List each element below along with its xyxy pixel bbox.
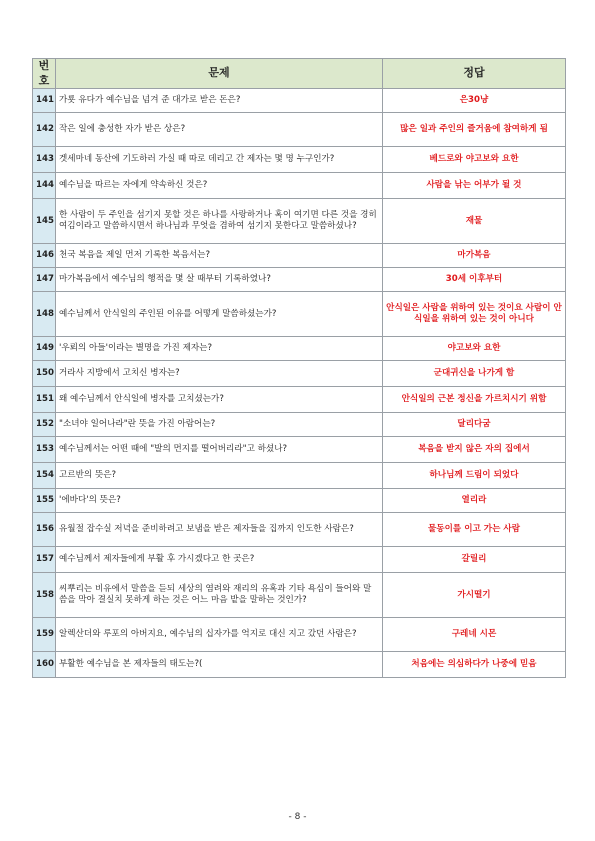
table-row xyxy=(33,113,566,147)
table-row xyxy=(33,489,566,513)
row-number: 150 xyxy=(33,361,56,387)
answer-cell: 30세 이후부터 xyxy=(383,268,566,292)
question-cell: 유월절 잡수실 저녁을 준비하려고 보냄을 받은 제자들을 집까지 인도한 사람은? xyxy=(56,513,383,547)
qa-table xyxy=(32,58,566,678)
answer-cell: 군대귀신을 나가게 함 xyxy=(383,361,566,387)
table-row xyxy=(33,244,566,268)
header-answer: 정답 xyxy=(383,59,566,89)
question-cell: 예수님께서 안식일의 주인된 이유를 어떻게 말씀하셨는가? xyxy=(56,292,383,337)
page-number: - 8 - xyxy=(288,812,307,822)
table-row xyxy=(33,173,566,199)
table-row xyxy=(33,463,566,489)
question-cell: 부활한 예수님을 본 제자들의 태도는?( xyxy=(56,652,383,678)
answer-cell: 많은 일과 주인의 즐거움에 참여하게 됨 xyxy=(383,113,566,147)
table-row xyxy=(33,147,566,173)
question-cell: 한 사람이 두 주인을 섬기지 못할 것은 하나를 사랑하거나 혹이 여기면 다른 것을 경히 여김이라고 말씀하시면서 하나님과 무엇을 겸하여 섬기지 못한다고 말씀하셨나? xyxy=(56,199,383,244)
row-number: 148 xyxy=(33,292,56,337)
table-row xyxy=(33,292,566,337)
answer-cell: 복음을 받지 않은 자의 집에서 xyxy=(383,437,566,463)
row-number: 147 xyxy=(33,268,56,292)
header-question: 문제 xyxy=(56,59,383,89)
row-number: 141 xyxy=(33,89,56,113)
row-number: 142 xyxy=(33,113,56,147)
question-cell: 천국 복음을 제일 먼저 기록한 복음서는? xyxy=(56,244,383,268)
row-number: 156 xyxy=(33,513,56,547)
question-cell: "소녀야 일어나라"란 뜻을 가진 아람어는? xyxy=(56,413,383,437)
row-number: 153 xyxy=(33,437,56,463)
table-row xyxy=(33,437,566,463)
table-row xyxy=(33,89,566,113)
answer-cell: 가시떨기 xyxy=(383,573,566,618)
question-cell: 고르반의 뜻은? xyxy=(56,463,383,489)
question-cell: 예수님을 따르는 자에게 약속하신 것은? xyxy=(56,173,383,199)
answer-cell: 구레네 시몬 xyxy=(383,618,566,652)
row-number: 157 xyxy=(33,547,56,573)
answer-cell: 갈릴리 xyxy=(383,547,566,573)
question-cell: '우뢰의 아들'이라는 별명을 가진 제자는? xyxy=(56,337,383,361)
table-row xyxy=(33,199,566,244)
table-row xyxy=(33,387,566,413)
question-cell: 겟세마네 동산에 기도하러 가실 때 따로 데리고 간 제자는 몇 명 누구인가? xyxy=(56,147,383,173)
row-number: 154 xyxy=(33,463,56,489)
table-row xyxy=(33,618,566,652)
question-cell: '에바다'의 뜻은? xyxy=(56,489,383,513)
row-number: 160 xyxy=(33,652,56,678)
table-header-row xyxy=(33,59,566,89)
question-cell: 가룟 유다가 예수님을 넘겨 준 대가로 받은 돈은? xyxy=(56,89,383,113)
row-number: 143 xyxy=(33,147,56,173)
answer-cell: 물동이를 이고 가는 사람 xyxy=(383,513,566,547)
answer-cell: 달리다굼 xyxy=(383,413,566,437)
row-number: 146 xyxy=(33,244,56,268)
row-number: 155 xyxy=(33,489,56,513)
table-row xyxy=(33,652,566,678)
row-number: 152 xyxy=(33,413,56,437)
question-cell: 알렉산더와 루포의 아버지요, 예수님의 십자가를 억지로 대신 지고 갔던 사람은? xyxy=(56,618,383,652)
answer-cell: 마가복음 xyxy=(383,244,566,268)
table-row xyxy=(33,413,566,437)
answer-cell: 은30냥 xyxy=(383,89,566,113)
header-number: 번호 xyxy=(33,59,56,89)
table-row xyxy=(33,361,566,387)
table-row xyxy=(33,268,566,292)
row-number: 158 xyxy=(33,573,56,618)
answer-cell: 야고보와 요한 xyxy=(383,337,566,361)
answer-cell: 하나님께 드림이 되었다 xyxy=(383,463,566,489)
row-number: 151 xyxy=(33,387,56,413)
table-row xyxy=(33,513,566,547)
question-cell: 마가복음에서 예수님의 행적을 몇 살 때부터 기록하였나? xyxy=(56,268,383,292)
answer-cell: 안식일의 근본 정신을 가르치시기 위함 xyxy=(383,387,566,413)
table-row xyxy=(33,547,566,573)
question-cell: 거라사 지방에서 고치신 병자는? xyxy=(56,361,383,387)
table-row xyxy=(33,337,566,361)
answer-cell: 열리라 xyxy=(383,489,566,513)
answer-cell: 베드로와 야고보와 요한 xyxy=(383,147,566,173)
answer-cell: 처음에는 의심하다가 나중에 믿음 xyxy=(383,652,566,678)
answer-cell: 사람을 낚는 어부가 될 것 xyxy=(383,173,566,199)
row-number: 149 xyxy=(33,337,56,361)
row-number: 159 xyxy=(33,618,56,652)
answer-cell: 안식일은 사람을 위하여 있는 것이요 사람이 안식일을 위하여 있는 것이 아니다 xyxy=(383,292,566,337)
table-row xyxy=(33,573,566,618)
question-cell: 예수님께서 제자들에게 부활 후 가시겠다고 한 곳은? xyxy=(56,547,383,573)
question-cell: 씨뿌리는 비유에서 말씀을 듣되 세상의 염려와 재리의 유혹과 기타 욕심이 들어와 말씀을 막아 결실치 못하게 하는 것은 어느 마음 밭을 말하는 것인가? xyxy=(56,573,383,618)
question-cell: 작은 일에 충성한 자가 받은 상은? xyxy=(56,113,383,147)
question-cell: 예수님께서는 어떤 때에 "발의 먼지를 떨어버리라"고 하셨나? xyxy=(56,437,383,463)
question-cell: 왜 예수님께서 안식일에 병자를 고치셨는가? xyxy=(56,387,383,413)
row-number: 144 xyxy=(33,173,56,199)
row-number: 145 xyxy=(33,199,56,244)
answer-cell: 재물 xyxy=(383,199,566,244)
